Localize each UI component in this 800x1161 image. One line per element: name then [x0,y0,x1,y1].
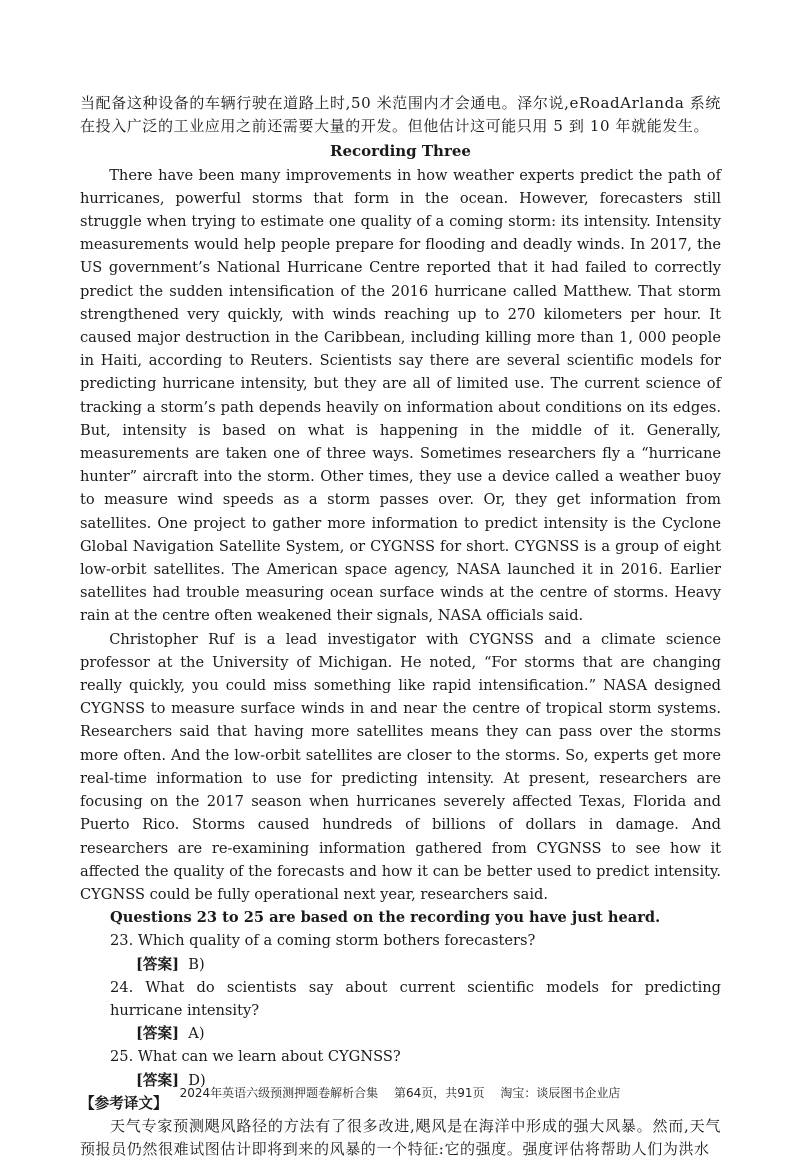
translation-text: 天气专家预测飓风路径的方法有了很多改进,飓风是在海洋中形成的强大风暴。然而,天气预报员仍然很难试图估计即将到来的风暴的一个特征:它的强度。强度评估将帮助人们为洪水 [80,1116,721,1159]
transcript-paragraph-1: There have been many improvements in how weather experts predict the path of hurricanes, powerful storms that form in the ocean. However, forecasters still struggle when trying to estimate one quality of a coming storm: its intensity. Intensity measurements would help people prepare for flooding and deadly winds. In 2017, the US government’s National Hurricane Centre reported that it had failed to correctly predict the sudden intensification of the 2016 hurricane called Matthew. That storm strengthened very quickly, with winds reaching up to 270 kilometers per hour. It caused major destruction in the Caribbean, including killing more than 1, 000 people in Haiti, according to Reuters. Scientists say there are several scientific models for predicting hurricane intensity, but they are all of limited use. The current science of tracking a storm’s path depends heavily on information about conditions on its edges. But, intensity is based on what is happening in the middle of it. Generally, measurements are taken one of three ways. Sometimes researchers fly a “hurricane hunter” aircraft into the storm. Other times, they use a device called a weather buoy to measure wind speeds as a storm passes over. Or, they get information from satellites. One project to gather more information to predict intensity is the Cyclone Global Navigation Satellite System, or CYGNSS for short. CYGNSS is a group of eight low-orbit satellites. The American space agency, NASA launched it in 2016. Earlier satellites had trouble measuring ocean surface winds at the centre of storms. Heavy rain at the centre often weakened their signals, NASA officials said. [80,166,721,625]
page-footer [0,1084,800,1101]
questions-heading: Questions 23 to 25 are based on the recording you have just heard. [110,909,661,927]
recording-title: Recording Three [330,142,471,161]
answer-tag: [答案] [136,1025,179,1043]
question-25: 25. What can we learn about CYGNSS? [110,1048,401,1066]
answer-value: D) [188,1071,206,1089]
answer-tag: [答案] [136,955,179,973]
transcript-paragraph-2: Christopher Ruf is a lead investigator with CYGNSS and a climate science professor at the University of Michigan. He noted, “For storms that are changing really quickly, you could miss something like rapid intensification.” NASA designed CYGNSS to measure surface winds in and near the centre of tropical storm systems. Researchers said that having more satellites means they can pass over the storms more often. And the low-orbit satellites are closer to the storms. So, experts get more real-time information to use for predicting intensity. At present, researchers are focusing on the 2017 season when hurricanes severely affected Texas, Florida and Puerto Rico. Storms caused hundreds of billions of dollars in damage. And researchers are re-examining information gathered from CYGNSS to see how it affected the quality of the forecasts and how it can be better used to predict intensity. CYGNSS could be fully operational next year, researchers said. [80,630,721,903]
answer-24 [80,1022,721,1045]
footer-title: 2024年英语六级预测押题卷解析合集 [179,1086,379,1100]
answer-value: A) [188,1025,205,1043]
answer-tag: [答案] [136,1071,179,1089]
chinese-translation-continuation: 当配备这种设备的车辆行驶在道路上时,50 米范围内才会通电。泽尔说,eRoadArlanda 系统在投入广泛的工业应用之前还需要大量的开发。但他估计这可能只用 5 到 10 年就能发生。 [80,94,721,136]
answer-23 [80,953,721,976]
translation-heading: 【参考译文】 [80,1094,168,1112]
answer-value: B) [188,955,205,973]
footer-shop: 淘宝：谈辰图书企业店 [500,1086,621,1100]
document-page [80,92,721,1161]
question-23: 23. Which quality of a coming storm bothers forecasters? [110,932,536,950]
question-24: 24. What do scientists say about current scientific models for predicting hurricane intensity? [110,978,721,1019]
footer-page-number: 第64页，共91页 [393,1086,485,1100]
